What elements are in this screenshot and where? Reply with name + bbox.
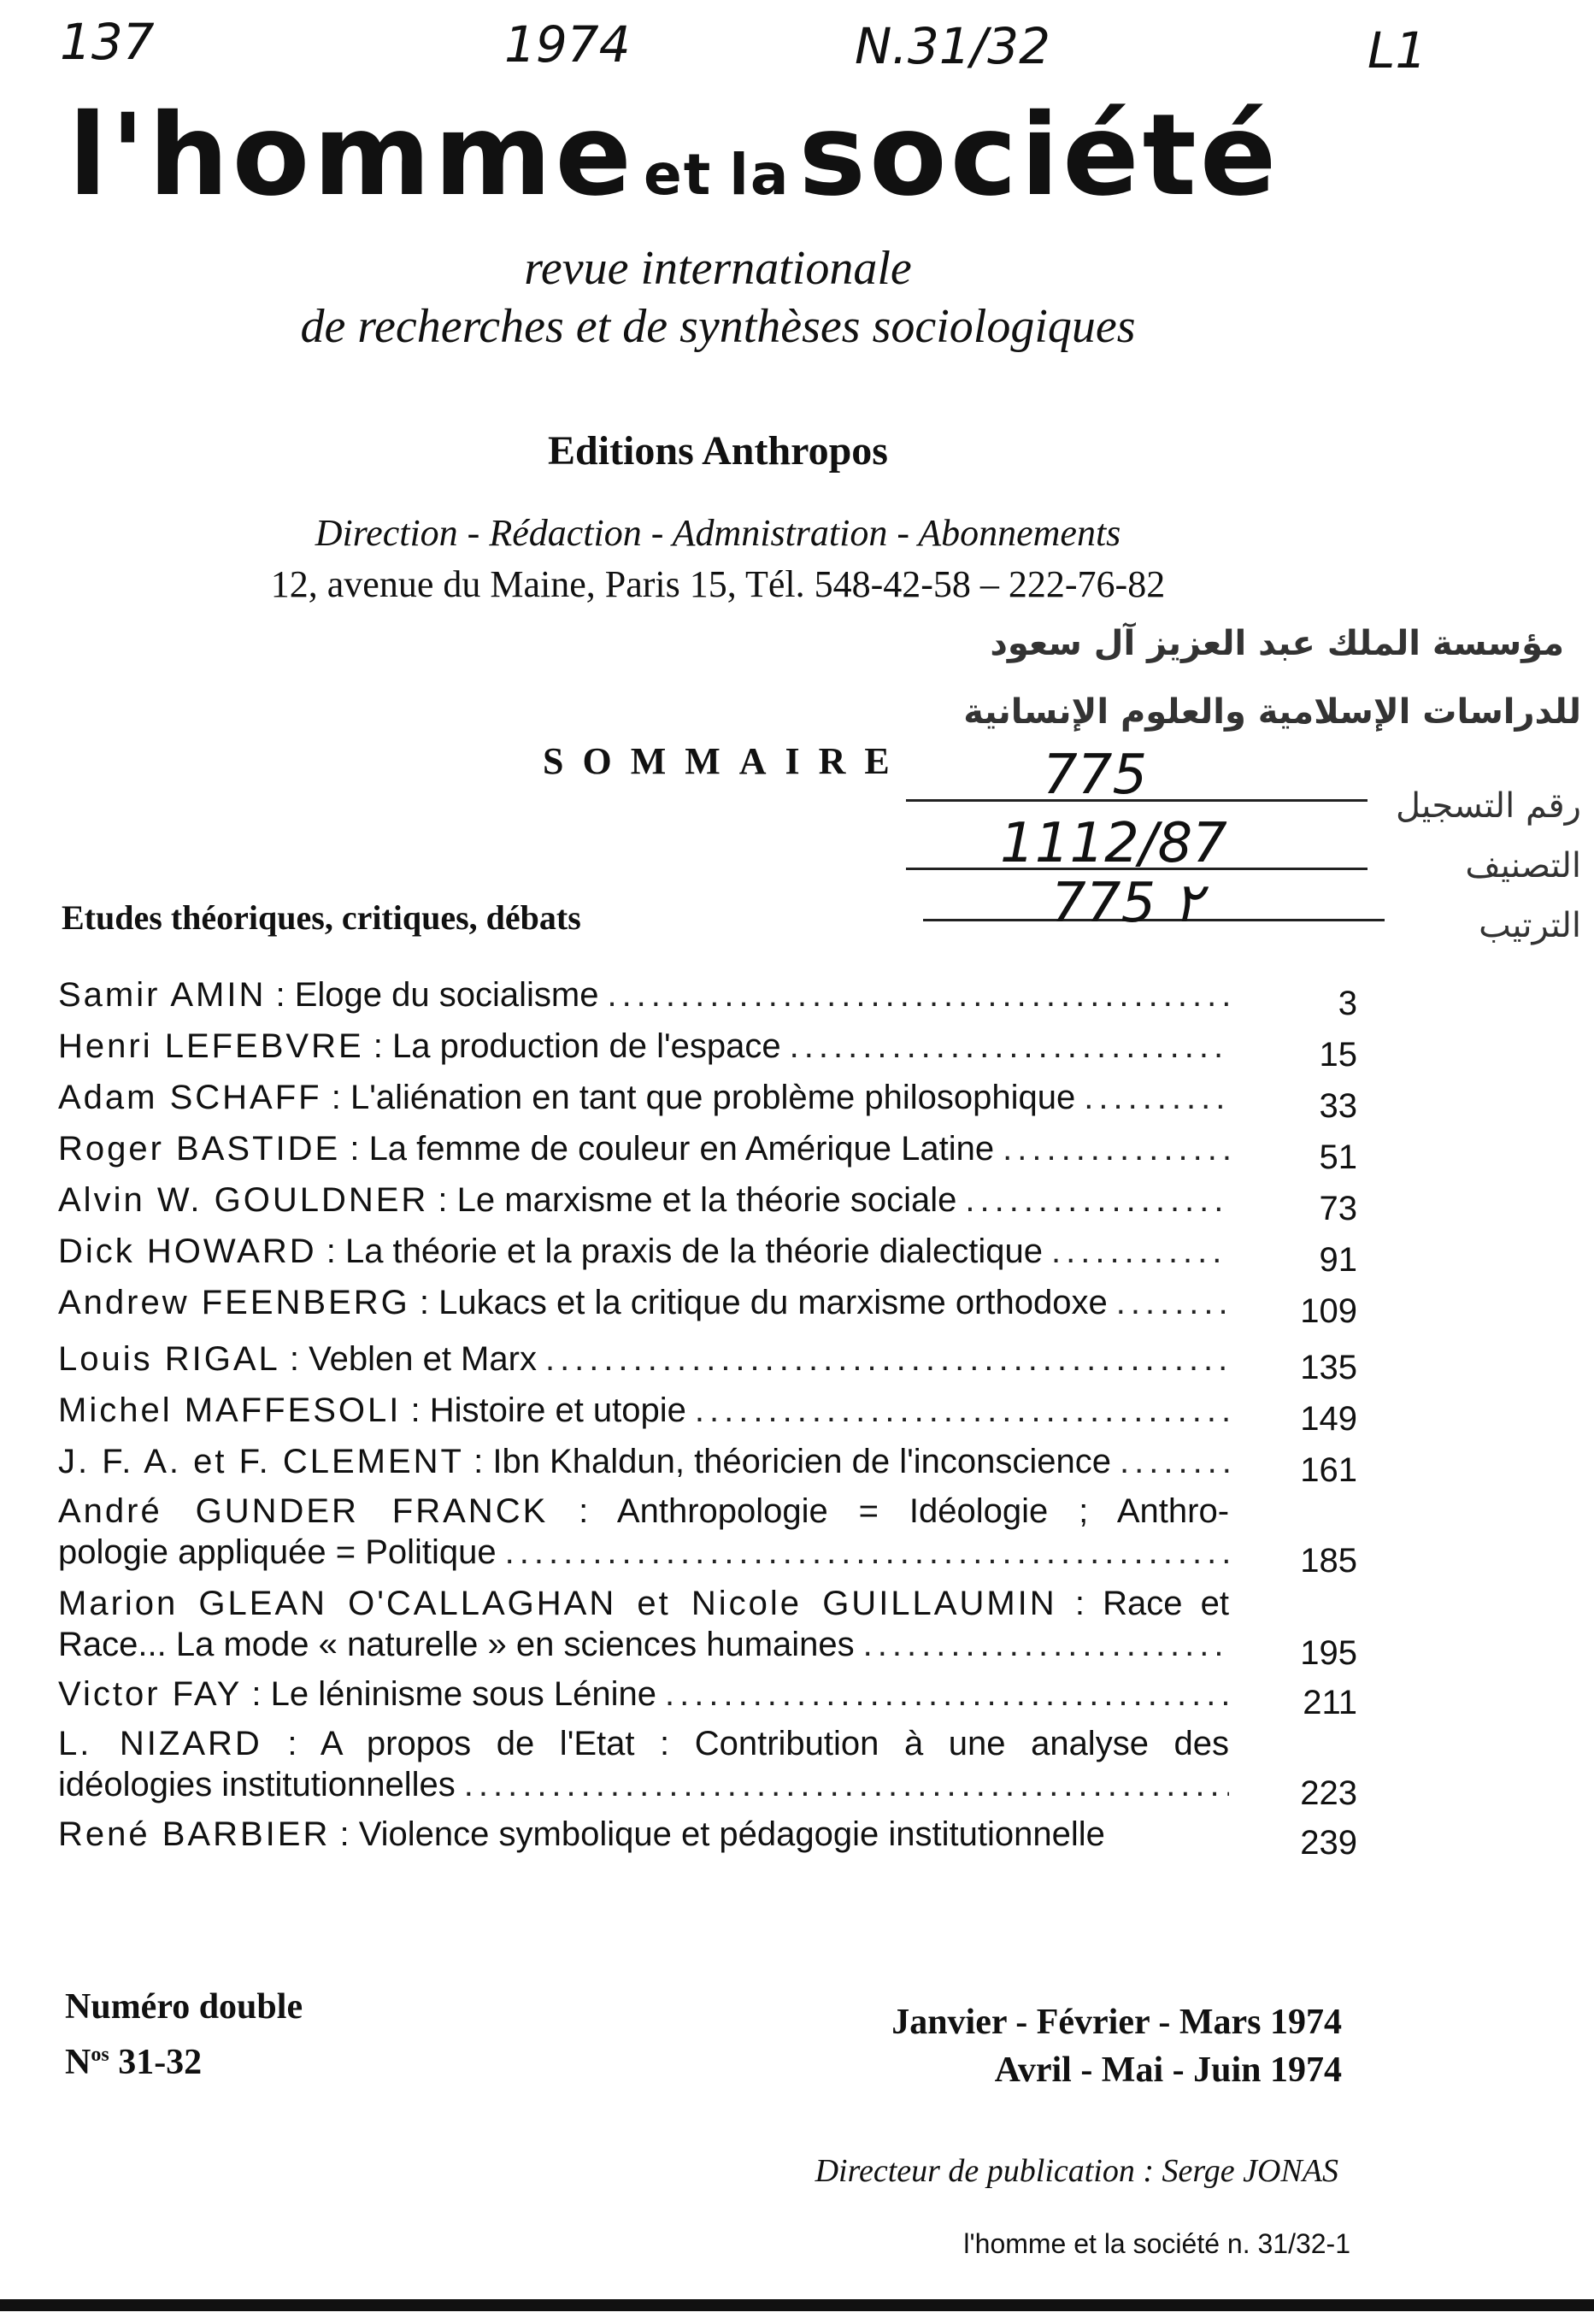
issue-info — [65, 1983, 303, 2086]
toc-entry: Adam SCHAFF : L'aliénation en tant que problème philosophique ..... 33 — [58, 1077, 1357, 1118]
toc-entry: Victor FAY : Le léninisme sous Lénine ..... 211 — [58, 1674, 1357, 1715]
toc-author: Louis RIGAL — [58, 1340, 280, 1378]
toc-page-number: 91 — [1319, 1241, 1357, 1279]
library-stamp — [906, 624, 1590, 966]
journal-masthead — [68, 90, 1521, 221]
toc-author: Alvin W. GOULDNER — [58, 1181, 429, 1219]
toc-title: Violence symbolique et pédagogie institutionnelle — [358, 1815, 1105, 1853]
issue-dates-line-1: Janvier - Février - Mars 1974 — [891, 2003, 1342, 2042]
section-title: Etudes théoriques, critiques, débats — [62, 898, 581, 937]
issue-label: Numéro double — [65, 1987, 303, 2027]
toc-author: Dick HOWARD — [58, 1233, 317, 1270]
toc-author: Michel MAFFESOLI — [58, 1391, 402, 1429]
toc-page-number: 109 — [1300, 1292, 1357, 1330]
masthead-word-homme: l'homme — [68, 90, 635, 221]
toc-page-number: 239 — [1300, 1824, 1357, 1862]
stamp-number-2: 1112/87 — [1000, 812, 1227, 875]
toc-page-number: 51 — [1319, 1138, 1357, 1176]
publication-director: Directeur de publication : Serge JONAS — [815, 2153, 1338, 2189]
toc-title: La théorie et la praxis de la théorie dialectique — [344, 1233, 1044, 1270]
toc-entry: J. F. A. et F. CLEMENT : Ibn Khaldun, théoricien de l'inconscience ..... 161 — [58, 1441, 1357, 1482]
toc-title-continuation: idéologies institutionnelles — [58, 1766, 456, 1803]
handwritten-ref-number: 137 — [60, 13, 155, 71]
issue-dates-line-2: Avril - Mai - Juin 1974 — [994, 2050, 1342, 2090]
toc-page-number: 223 — [1300, 1774, 1357, 1812]
table-of-contents — [58, 974, 1357, 1862]
issue-numbers: $N^{os}$ 31-32 — [65, 2043, 203, 2082]
toc-entry: René BARBIER : Violence symbolique et pédagogie institutionnelle 239 — [58, 1815, 1357, 1862]
toc-author: René BARBIER — [58, 1815, 331, 1853]
toc-title: Lukacs et la critique du marxisme orthodoxe — [438, 1284, 1108, 1321]
toc-page-number: 3 — [1338, 985, 1357, 1022]
toc-entry: Louis RIGAL : Veblen et Marx ..... 135 — [58, 1339, 1357, 1380]
toc-author: Andrew FEENBERG — [58, 1284, 410, 1321]
toc-author: Roger BASTIDE — [58, 1130, 341, 1168]
toc-title: La femme de couleur en Amérique Latine — [368, 1130, 995, 1168]
toc-entry: Michel MAFFESOLI : Histoire et utopie ..... 149 — [58, 1390, 1357, 1431]
toc-title: Race et — [1103, 1585, 1229, 1622]
masthead-word-la: la — [729, 142, 791, 208]
handwritten-year: 1974 — [504, 15, 631, 74]
toc-page-number: 135 — [1300, 1349, 1357, 1386]
toc-author: Samir AMIN — [58, 976, 267, 1014]
toc-author: L. NIZARD — [58, 1725, 262, 1762]
toc-page-number: 149 — [1300, 1400, 1357, 1438]
toc-entry: Dick HOWARD : La théorie et la praxis de la théorie dialectique ..... 91 — [58, 1231, 1357, 1272]
stamp-institution-line-1: مؤسسة الملك عبد العزيز آل سعود — [990, 624, 1564, 663]
stamp-number-3: 775 ٢ — [1051, 872, 1203, 935]
subtitle-line-1: revue internationale — [524, 242, 912, 295]
handwritten-issue-number: N.31/32 — [855, 17, 1050, 75]
toc-title: Histoire et utopie — [429, 1391, 686, 1429]
toc-entry: Henri LEFEBVRE : La production de l'espace ..... 15 — [58, 1026, 1357, 1067]
toc-title: Le marxisme et la théorie sociale — [456, 1181, 957, 1219]
toc-title: Anthropologie = Idéologie ; Anthro- — [616, 1492, 1230, 1530]
toc-page-number: 33 — [1319, 1087, 1357, 1125]
bottom-scan-edge — [0, 2299, 1594, 2311]
toc-title-continuation: pologie appliquée = Politique — [58, 1533, 497, 1571]
stamp-label-registration: رقم التسجيل — [1395, 786, 1581, 826]
stamp-label-order: الترتيب — [1479, 906, 1581, 945]
masthead-word-societe: société — [798, 90, 1280, 221]
stamp-label-classification: التصنيف — [1465, 846, 1581, 885]
toc-page-number: 195 — [1300, 1634, 1357, 1672]
toc-title: La production de l'espace — [392, 1027, 781, 1065]
toc-entry: Samir AMIN : Eloge du socialisme ..... 3 — [58, 974, 1357, 1015]
toc-entry: L. NIZARD : A propos de l'Etat : Contribution à une analyse des idéologies institutionnelles ..... 223 — [58, 1723, 1357, 1805]
toc-title: Ibn Khaldun, théoricien de l'inconscience — [492, 1443, 1111, 1480]
toc-title: L'aliénation en tant que problème philosophique — [350, 1079, 1076, 1116]
toc-title-continuation: Race... La mode « naturelle » en sciences humaines — [58, 1626, 855, 1663]
toc-author: Henri LEFEBVRE — [58, 1027, 364, 1065]
toc-page-number: 15 — [1319, 1036, 1357, 1074]
issue-dates — [769, 1998, 1342, 2094]
toc-page-number: 211 — [1303, 1684, 1357, 1721]
toc-page-number: 161 — [1300, 1451, 1357, 1489]
toc-title: Le léninisme sous Lénine — [270, 1675, 657, 1713]
toc-author: Adam SCHAFF — [58, 1079, 322, 1116]
toc-title: Veblen et Marx — [309, 1340, 537, 1378]
toc-title: Eloge du socialisme — [294, 976, 599, 1014]
toc-title: A propos de l'Etat : Contribution à une analyse des — [320, 1725, 1229, 1762]
toc-page-number: 73 — [1319, 1190, 1357, 1227]
stamp-institution-line-2: للدراسات الإسلامية والعلوم الإنسانية — [963, 692, 1581, 732]
toc-page-number: 185 — [1300, 1542, 1357, 1580]
masthead-word-et: et — [643, 142, 713, 208]
stamp-number-1: 775 — [1043, 744, 1148, 807]
toc-author: J. F. A. et F. CLEMENT — [58, 1443, 464, 1480]
toc-entry: André GUNDER FRANCK : Anthropologie = Idéologie ; Anthro- pologie appliquée = Politique ..... 185 — [58, 1491, 1357, 1573]
publisher-name: Editions Anthropos — [548, 428, 888, 474]
toc-author: André GUNDER FRANCK — [58, 1492, 549, 1530]
toc-author: Victor FAY — [58, 1675, 243, 1713]
sommaire-heading: SOMMAIRE — [543, 740, 909, 782]
toc-entry: Andrew FEENBERG : Lukacs et la critique du marxisme orthodoxe ..... 109 — [58, 1282, 1357, 1323]
toc-entry: Roger BASTIDE : La femme de couleur en Amérique Latine ..... 51 — [58, 1128, 1357, 1169]
toc-author: Marion GLEAN O'CALLAGHAN et Nicole GUILLAUMIN — [58, 1585, 1057, 1622]
toc-entry: Alvin W. GOULDNER : Le marxisme et la théorie sociale ..... 73 — [58, 1180, 1357, 1221]
page-footer: l'homme et la société n. 31/32-1 — [963, 2228, 1350, 2259]
subtitle-line-2: de recherches et de synthèses sociologiques — [300, 300, 1136, 353]
handwritten-shelf-mark: L1 — [1368, 21, 1427, 79]
direction-line: Direction - Rédaction - Admnistration - Abonnements — [315, 512, 1121, 554]
publisher-address: 12, avenue du Maine, Paris 15, Tél. 548-42-58 – 222-76-82 — [270, 563, 1166, 605]
toc-entry: Marion GLEAN O'CALLAGHAN et Nicole GUILLAUMIN : Race et Race... La mode « naturelle » en sciences humaines ..... 195 — [58, 1583, 1357, 1665]
